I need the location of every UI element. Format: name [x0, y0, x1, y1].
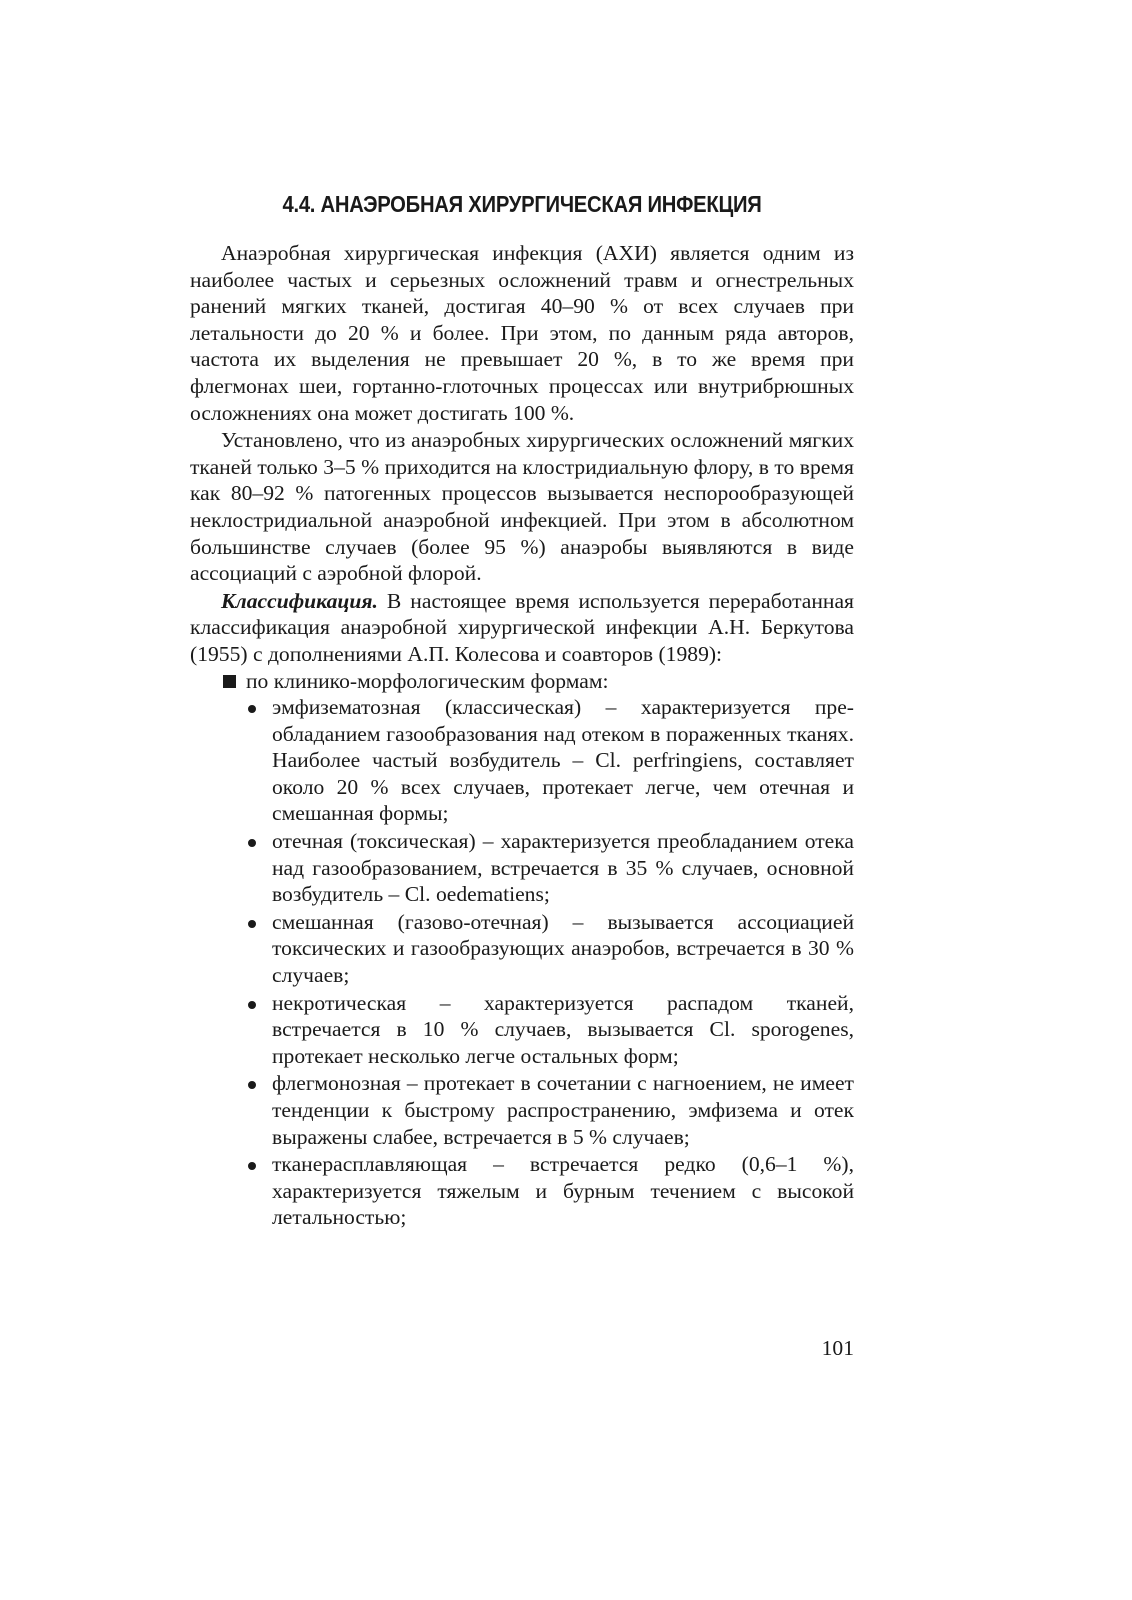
bullet-dot-icon — [248, 705, 256, 713]
forms-list — [190, 694, 854, 1231]
list-item — [272, 1070, 854, 1150]
list-item-text: флегмонозная – протекает в сочетании с нагноением, не имеет тенденции к быстрому распространению, эмфизема и отек выражены слабее, встречается в 5 % случаев; — [272, 1071, 854, 1149]
body-text — [190, 240, 854, 1232]
list-item — [272, 990, 854, 1070]
classification-lead: Классификация. — [221, 588, 378, 613]
list-item — [272, 828, 854, 908]
level1-item-label: по клинико-морфологическим формам: — [246, 668, 609, 693]
paragraph: Установлено, что из анаэробных хирургических осложнений мягких тканей только 3–5 % приходится на клостридиальную флору, в то время как 80–92 % патогенных процессов вызывается неспорообразующей неклостридиальной анаэробной инфекцией. При этом в абсолютном большинстве случаев (более 95 %) анаэробы выявляются в виде ассоциаций с аэробной флорой. — [190, 428, 854, 586]
classification-text: В настоящее время используется переработанная классификация анаэробной хирургической инфекции А.Н. Беркутова (1955) с дополнениями А.П. Колесова и соавторов (1989): — [190, 588, 854, 666]
level1-list-item — [190, 668, 854, 695]
list-item-text: тканерасплавляющая – встречается редко (0,6–1 %), характеризуется тяжелым и бурным течением с высокой летальностью; — [272, 1152, 854, 1230]
bullet-dot-icon — [248, 1081, 256, 1089]
paragraph: Анаэробная хирургическая инфекция (АХИ) является одним из наиболее частых и серьезных осложнений травм и огнестрельных ранений мягких тканей, достигая 40–90 % от всех случаев при летальности до 20 % и более. При этом, по данным ряда авторов, частота их выделения не превышает 20 %, в то же время при флегмонах шеи, гортанно-глоточных процессах или внутрибрюшных осложнениях она может достигать 100 %. — [190, 241, 854, 425]
bullet-dot-icon — [248, 920, 256, 928]
list-item — [272, 909, 854, 989]
list-item-text: некротическая – характеризуется распадом тканей, встречается в 10 % случаев, вызывается Cl. sporogenes, протекает несколько легче остальных форм; — [272, 990, 854, 1068]
list-item-text: смешанная (газово-отечная) – вызывается ассоциацией токсических и газообразующих анаэробов, встречается в 30 % случаев; — [272, 909, 854, 988]
bullet-dot-icon — [248, 1162, 256, 1170]
list-item-text: отечная (токсическая) – характеризуется преобладанием отека над газообразованием, встречается в 35 % случаев, основной возбудитель – Cl. oedematiens; — [272, 829, 854, 907]
bullet-dot-icon — [248, 839, 256, 847]
page-number: 101 — [821, 1336, 854, 1360]
list-item-text: эмфизематозная (классическая) – характеризуется преобладанием газообразования над отеком в пораженных тканях. Наиболее частый возбудитель – Cl. perfringiens, составляет около 20 % всех случаев, протекает легче, чем отечная и смешанная формы; — [272, 695, 854, 826]
bullet-dot-icon — [248, 1001, 256, 1009]
section-heading: 4.4. АНАЭРОБНАЯ ХИРУРГИЧЕСКАЯ ИНФЕКЦИЯ — [282, 191, 762, 217]
classification-paragraph — [190, 588, 854, 668]
list-item — [272, 694, 854, 827]
square-bullet-icon — [223, 675, 236, 688]
list-item — [272, 1151, 854, 1231]
